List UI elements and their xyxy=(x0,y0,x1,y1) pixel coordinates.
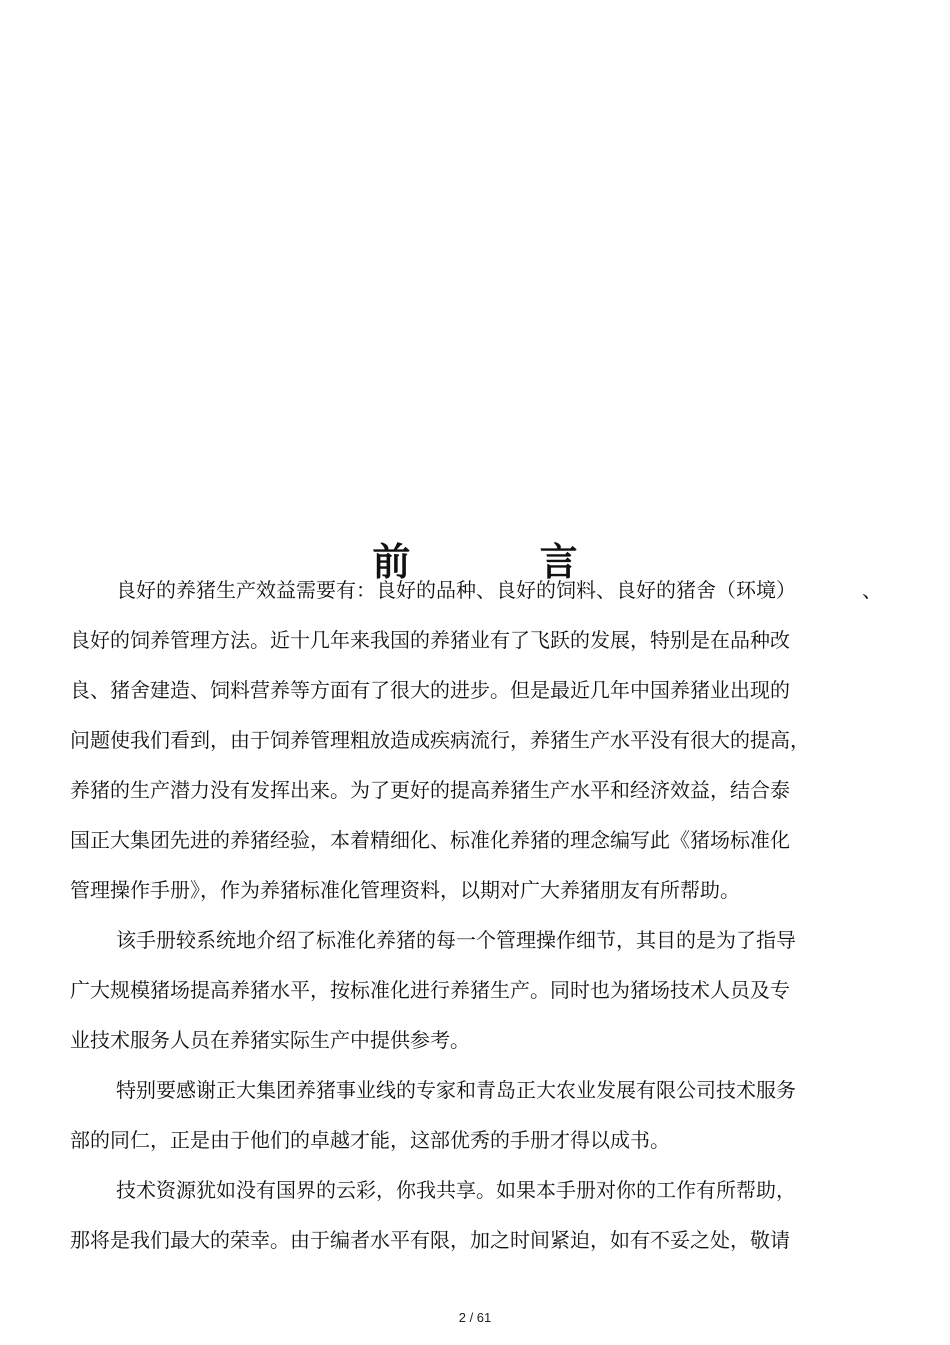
page-number: 2 / 61 xyxy=(458,1310,492,1325)
paragraph-3-line-2: 部的同仁，正是由于他们的卓越才能，这部优秀的手册才得以成书。 xyxy=(70,1128,670,1152)
paragraph-1-line-5: 养猪的生产潜力没有发挥出来。为了更好的提高养猪生产水平和经济效益，结合泰 xyxy=(70,778,790,802)
paragraph-1-line-6: 国正大集团先进的养猪经验，本着精细化、标准化养猪的理念编写此《猪场标准化 xyxy=(70,828,790,852)
page-title: 前 言 xyxy=(372,539,636,585)
paragraph-2-line-1: 该手册较系统地介绍了标准化养猪的每一个管理操作细节，其目的是为了指导 xyxy=(116,928,796,952)
paragraph-4-line-1: 技术资源犹如没有国界的云彩，你我共享。如果本手册对你的工作有所帮助， xyxy=(116,1178,796,1202)
paragraph-3-line-1: 特别要感谢正大集团养猪事业线的专家和青岛正大农业发展有限公司技术服务 xyxy=(116,1078,796,1102)
paragraph-2-line-3: 业技术服务人员在养猪实际生产中提供参考。 xyxy=(70,1028,470,1052)
paragraph-2-line-2: 广大规模猪场提高养猪水平，按标准化进行养猪生产。同时也为猪场技术人员及专 xyxy=(70,978,790,1002)
paragraph-1-line-3: 良、猪舍建造、饲料营养等方面有了很大的进步。但是最近几年中国养猪业出现的 xyxy=(70,678,790,702)
paragraph-1-line-4: 问题使我们看到，由于饲养管理粗放造成疾病流行，养猪生产水平没有很大的提高， xyxy=(70,728,810,752)
paragraph-1-line-1: 良好的养猪生产效益需要有：良好的品种、良好的饲料、良好的猪舍（环境） xyxy=(116,578,796,602)
paragraph-4-line-2: 那将是我们最大的荣幸。由于编者水平有限，加之时间紧迫，如有不妥之处，敬请 xyxy=(70,1228,790,1252)
paragraph-1-tail-mark: 、 xyxy=(862,578,882,602)
paragraph-1-line-2: 良好的饲养管理方法。近十几年来我国的养猪业有了飞跃的发展，特别是在品种改 xyxy=(70,628,790,652)
paragraph-1-line-7: 管理操作手册》，作为养猪标准化管理资料，以期对广大养猪朋友有所帮助。 xyxy=(70,878,740,902)
